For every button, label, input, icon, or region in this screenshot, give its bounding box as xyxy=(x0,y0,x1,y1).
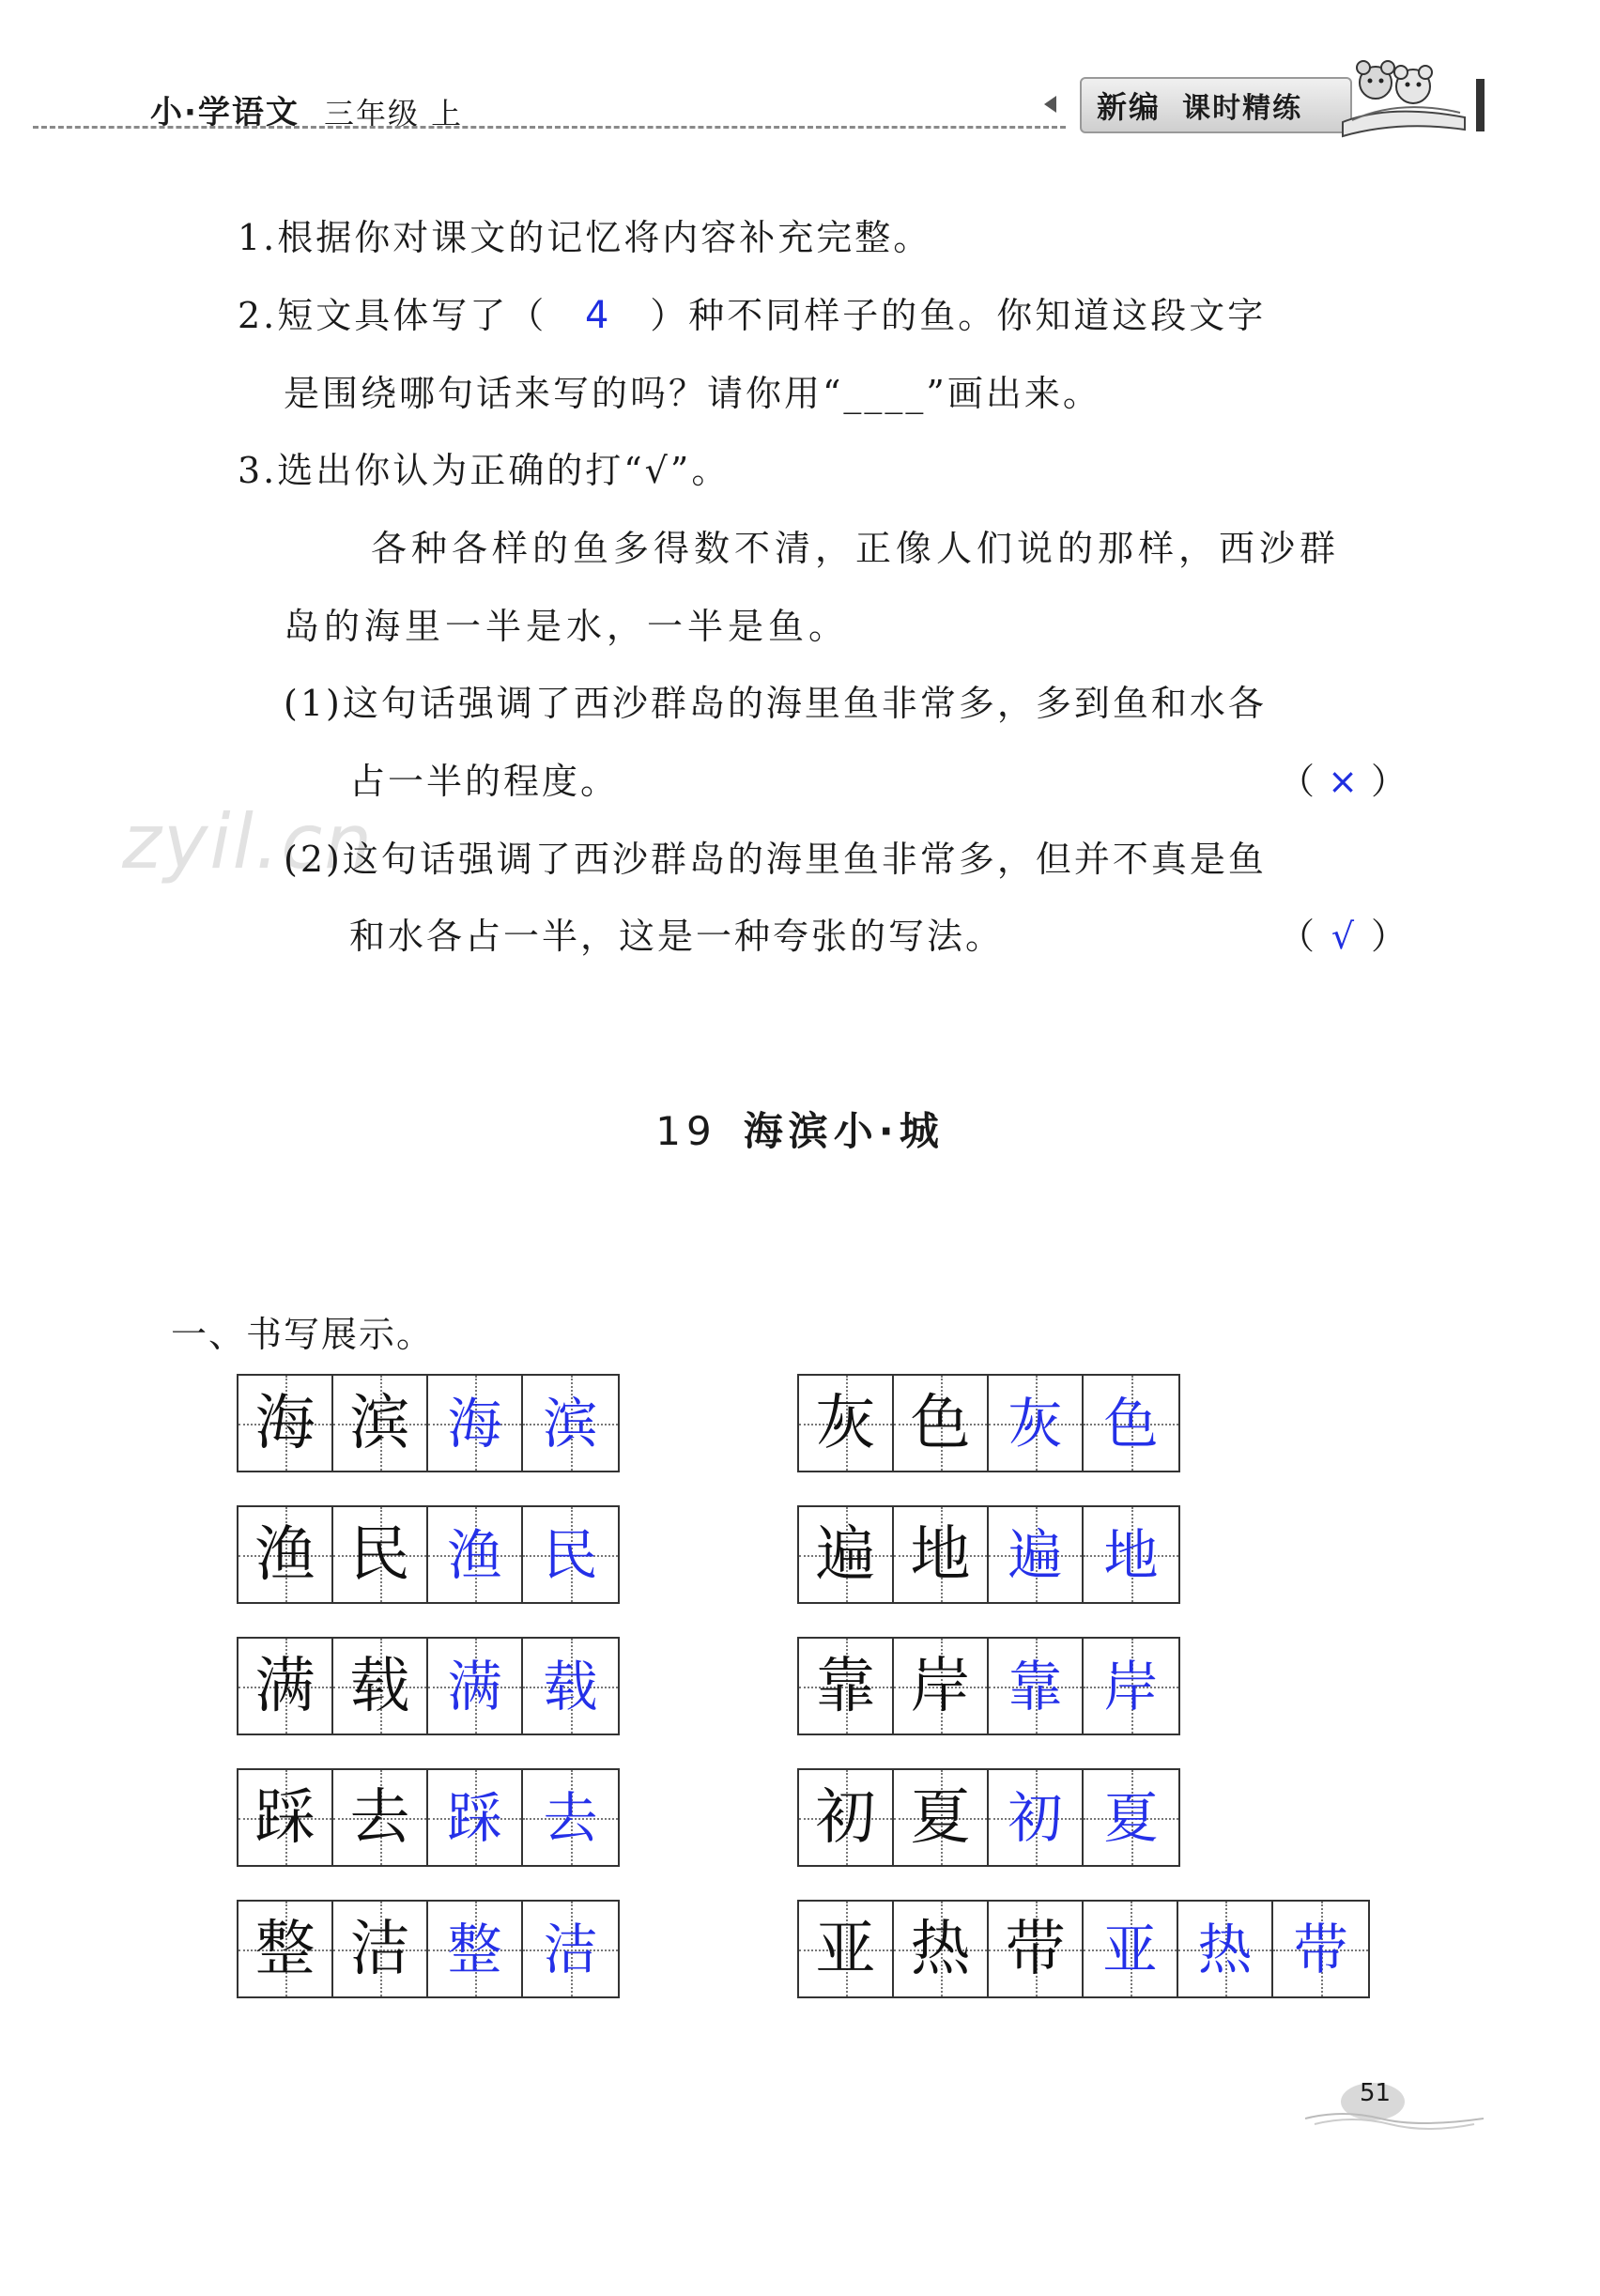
option-2-line1: (2)这句话强调了西沙群岛的海里鱼非常多，但并不真是鱼 xyxy=(284,839,1267,880)
section-heading: 一、书写展示。 xyxy=(171,1314,435,1355)
char-grid xyxy=(797,1637,1180,1735)
char-grid xyxy=(797,1768,1180,1867)
ref-char-cell: 色 xyxy=(894,1376,989,1471)
question-3: 3.选出你认为正确的打“√”。 xyxy=(238,450,731,491)
answer-char-cell: 亚 xyxy=(1084,1902,1178,1996)
question-2-answer: 4 xyxy=(585,294,612,337)
ref-char-cell: 去 xyxy=(333,1770,428,1865)
brand-bar xyxy=(1476,79,1485,131)
answer-char-cell: 整 xyxy=(428,1902,523,1996)
ref-char-cell: 夏 xyxy=(894,1770,989,1865)
answer-char-cell: 色 xyxy=(1084,1376,1178,1471)
question-1: 1.根据你对课文的记忆将内容补充完整。 xyxy=(238,217,932,258)
option-1-line1: (1)这句话强调了西沙群岛的海里鱼非常多，多到鱼和水各 xyxy=(284,683,1267,724)
option-1-answer-box: （ × ） xyxy=(1279,761,1408,802)
answer-char-cell: 热 xyxy=(1178,1902,1273,1996)
question-2-before: 2.短文具体写了（ xyxy=(238,295,547,336)
char-grid xyxy=(237,1505,620,1604)
char-grid xyxy=(237,1900,620,1998)
subject-title: 小·学语文 xyxy=(150,94,300,131)
arrow-left-icon xyxy=(1044,96,1056,113)
answer-char-cell: 初 xyxy=(989,1770,1084,1865)
option-2-line2: 和水各占一半，这是一种夸张的写法。 xyxy=(349,916,1005,957)
char-grid xyxy=(797,1505,1180,1604)
ref-char-cell: 载 xyxy=(333,1639,428,1734)
wave-decoration-icon xyxy=(1305,2083,1484,2130)
ref-char-cell: 初 xyxy=(799,1770,894,1865)
ref-char-cell: 洁 xyxy=(333,1902,428,1996)
header-divider xyxy=(33,126,1066,129)
question-2-line2: 是围绕哪句话来写的吗？请你用“____”画出来。 xyxy=(284,373,1101,414)
ref-char-cell: 遍 xyxy=(799,1507,894,1602)
answer-char-cell: 去 xyxy=(523,1770,618,1865)
answer-char-cell: 满 xyxy=(428,1639,523,1734)
quote-line-2: 岛的海里一半是水，一半是鱼。 xyxy=(284,606,850,647)
char-grid xyxy=(237,1768,620,1867)
option-1-line2: 占一半的程度。 xyxy=(349,761,620,802)
answer-char-cell: 民 xyxy=(523,1507,618,1602)
answer-char-cell: 带 xyxy=(1273,1902,1368,1996)
ref-char-cell: 岸 xyxy=(894,1639,989,1734)
ref-char-cell: 灰 xyxy=(799,1376,894,1471)
ref-char-cell: 踩 xyxy=(238,1770,333,1865)
question-2-after: ）种不同样子的鱼。你知道这段文字 xyxy=(650,295,1267,336)
answer-char-cell: 夏 xyxy=(1084,1770,1178,1865)
char-grid xyxy=(797,1374,1180,1472)
answer-char-cell: 载 xyxy=(523,1639,618,1734)
answer-char-cell: 地 xyxy=(1084,1507,1178,1602)
ref-char-cell: 海 xyxy=(238,1376,333,1471)
char-grid xyxy=(237,1637,620,1735)
option-2-answer: √ xyxy=(1331,916,1355,957)
brand-banner xyxy=(1080,77,1352,133)
page-number: 51 xyxy=(1360,2079,1392,2107)
lesson-number: 19 xyxy=(655,1108,717,1154)
answer-char-cell: 岸 xyxy=(1084,1639,1178,1734)
ref-char-cell: 渔 xyxy=(238,1507,333,1602)
ref-char-cell: 亚 xyxy=(799,1902,894,1996)
ref-char-cell: 滨 xyxy=(333,1376,428,1471)
char-grid xyxy=(237,1374,620,1472)
ref-char-cell: 热 xyxy=(894,1902,989,1996)
brand-name: 课时精练 xyxy=(1182,92,1303,125)
ref-char-cell: 带 xyxy=(989,1902,1084,1996)
ref-char-cell: 整 xyxy=(238,1902,333,1996)
lesson-name: 海滨小·城 xyxy=(743,1108,945,1154)
grade-label: 三年级 上 xyxy=(324,96,464,131)
option-2-answer-box: （ √ ） xyxy=(1279,916,1408,957)
watermark: zyil.cn xyxy=(122,798,374,886)
lesson-title xyxy=(0,1101,1600,1157)
book-mascot-icon xyxy=(1333,47,1474,141)
answer-char-cell: 洁 xyxy=(523,1902,618,1996)
quote-line-1: 各种各样的鱼多得数不清，正像人们说的那样，西沙群 xyxy=(371,528,1341,569)
char-grid xyxy=(797,1900,1370,1998)
option-1-answer: × xyxy=(1328,761,1358,802)
answer-char-cell: 滨 xyxy=(523,1376,618,1471)
answer-char-cell: 海 xyxy=(428,1376,523,1471)
answer-char-cell: 遍 xyxy=(989,1507,1084,1602)
answer-char-cell: 灰 xyxy=(989,1376,1084,1471)
answer-char-cell: 靠 xyxy=(989,1639,1084,1734)
ref-char-cell: 靠 xyxy=(799,1639,894,1734)
question-2-line1 xyxy=(238,286,1266,338)
answer-char-cell: 渔 xyxy=(428,1507,523,1602)
ref-char-cell: 地 xyxy=(894,1507,989,1602)
answer-char-cell: 踩 xyxy=(428,1770,523,1865)
ref-char-cell: 满 xyxy=(238,1639,333,1734)
brand-prefix: 新编 xyxy=(1097,89,1162,125)
ref-char-cell: 民 xyxy=(333,1507,428,1602)
